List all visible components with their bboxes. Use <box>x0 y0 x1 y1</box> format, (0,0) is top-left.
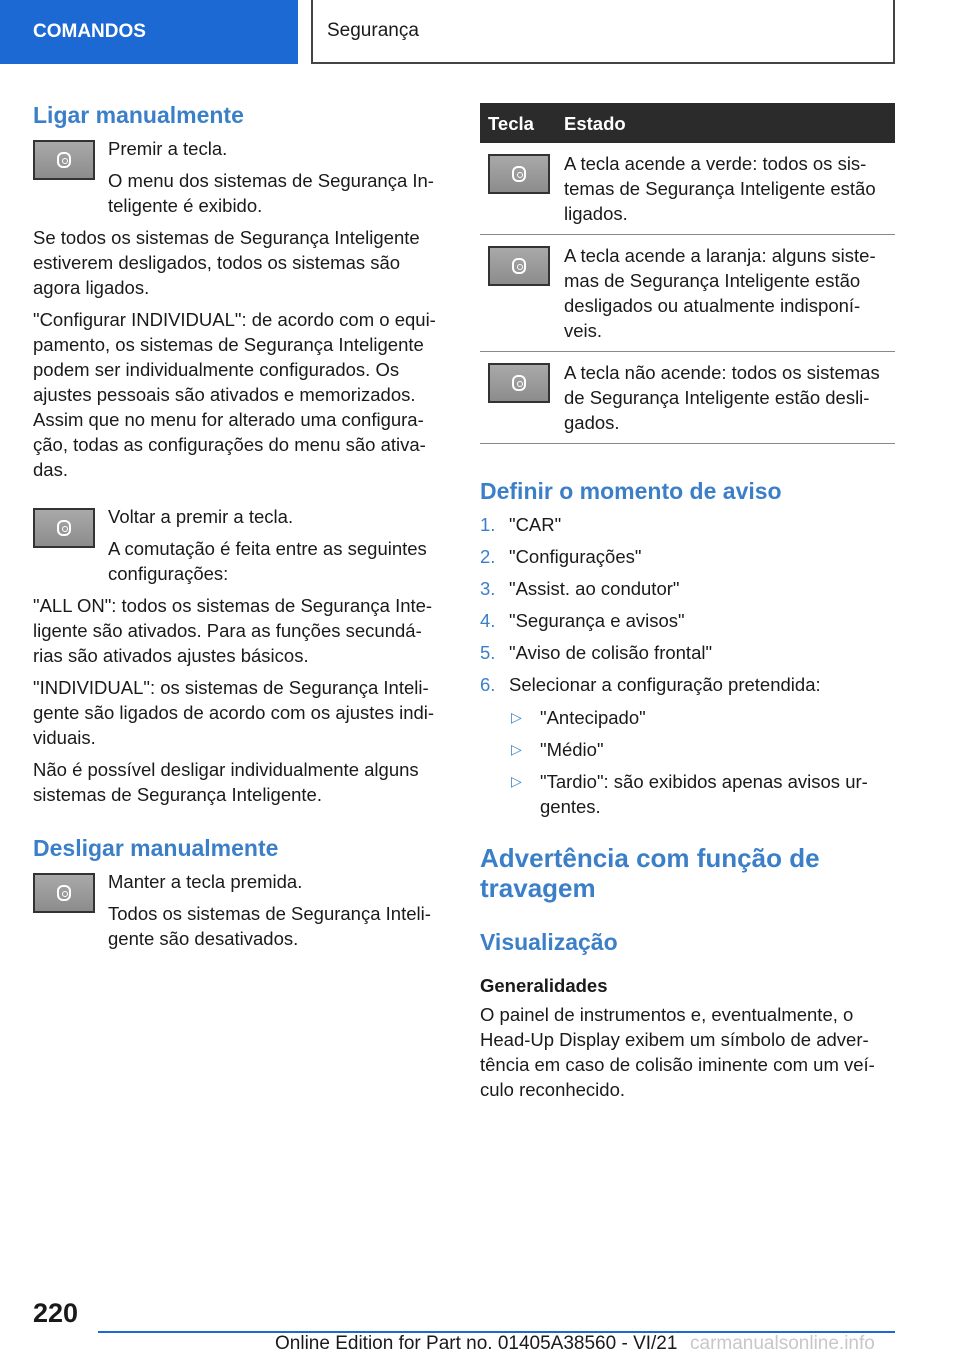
col-state-header: Estado <box>564 112 626 134</box>
triangle-bullet-icon: ▷ <box>511 741 522 757</box>
heading-ligar: Ligar manualmente <box>33 102 244 128</box>
desligar-all-text: Todos os sistemas de Segurança Inteli-gente são desativados. <box>108 903 431 949</box>
section-title: COMANDOS <box>33 21 146 42</box>
watermark-text: carmanualsonline.info <box>690 1333 875 1354</box>
table-row <box>480 143 895 235</box>
keyblock-desligar <box>33 869 448 951</box>
right-column <box>480 103 895 1109</box>
ligar-paragraph-1: Se todos os sistemas de Segurança Inteligente estiverem desligados, todos os sistemas são agora ligados. <box>33 227 420 298</box>
list-item: ▷ "Antecipado" <box>511 707 646 728</box>
heading-advertencia: Advertência com função de travagem <box>480 843 820 903</box>
table-row <box>480 235 895 352</box>
generalidades-text: O painel de instrumentos e, eventualmente, o Head-Up Display exibem um símbolo de adver-tência em caso de colisão iminente com um veí-culo reconhecido. <box>480 1004 875 1100</box>
intelligent-safety-key-icon <box>33 140 95 180</box>
list-item: 1. "CAR" <box>480 514 562 535</box>
heading-generalidades: Generalidades <box>480 975 608 996</box>
list-item: ▷ "Médio" <box>511 739 604 760</box>
state-text: A tecla não acende: todos os sistemas de Segurança Inteligente estão desli-gados. <box>564 362 880 433</box>
state-text: A tecla acende a verde: todos os sis-temas de Segurança Inteligente estão ligados. <box>564 153 876 224</box>
intelligent-safety-key-icon <box>488 363 550 403</box>
chapter-tab <box>311 0 895 64</box>
options-list <box>480 705 895 819</box>
ligar-press-text: Premir a tecla. <box>108 138 228 159</box>
desligar-hold-text: Manter a tecla premida. <box>108 871 303 892</box>
heading-definir: Definir o momento de aviso <box>480 478 782 504</box>
left-column <box>33 100 448 958</box>
list-item: 6. Selecionar a configuração pretendida: <box>480 674 821 695</box>
list-item: 2. "Configurações" <box>480 546 642 567</box>
triangle-bullet-icon: ▷ <box>511 709 522 725</box>
keyblock-voltar <box>33 504 448 586</box>
nao-text: Não é possível desligar individualmente alguns sistemas de Segurança Inteligente. <box>33 759 419 805</box>
state-text: A tecla acende a laranja: alguns siste-mas de Segurança Inteligente estão desligados ou atualmente indisponí-veis. <box>564 245 876 341</box>
intelligent-safety-key-icon <box>33 873 95 913</box>
col-key-header: Tecla <box>488 112 534 134</box>
list-item: 3. "Assist. ao condutor" <box>480 578 680 599</box>
triangle-bullet-icon: ▷ <box>511 773 522 789</box>
edition-text: Online Edition for Part no. 01405A38560 - VI/21 <box>275 1333 678 1354</box>
ligar-menu-text: O menu dos sistemas de Segurança In-teligente é exibido. <box>108 170 434 216</box>
heading-visualizacao: Visualização <box>480 929 618 955</box>
individual-text: "INDIVIDUAL": os sistemas de Segurança Inteli-gente são ligados de acordo com os ajustes indi-viduais. <box>33 677 435 748</box>
heading-desligar: Desligar manualmente <box>33 835 279 861</box>
section-tab <box>0 0 298 64</box>
steps-list <box>480 512 895 697</box>
key-state-table <box>480 103 895 444</box>
page-number: 220 <box>33 1298 79 1328</box>
intelligent-safety-key-icon <box>488 154 550 194</box>
voltar-press-text: Voltar a premir a tecla. <box>108 506 294 527</box>
list-item: 5. "Aviso de colisão frontal" <box>480 642 713 663</box>
voltar-switch-text: A comutação é feita entre as seguintes configurações: <box>108 538 427 584</box>
chapter-title: Segurança <box>327 20 419 41</box>
ligar-paragraph-2: "Configurar INDIVIDUAL": de acordo com o equi-pamento, os sistemas de Segurança Inteligente podem ser individualmente configurados. Os ajustes pessoais são ativados e memorizados. Assim que no menu for alterado uma configura-ção, todas as configurações do menu são ativa-das. <box>33 309 436 480</box>
keyblock-ligar <box>33 136 448 218</box>
list-item: 4. "Segurança e avisos" <box>480 610 685 631</box>
intelligent-safety-key-icon <box>488 246 550 286</box>
table-header <box>480 103 895 143</box>
intelligent-safety-key-icon <box>33 508 95 548</box>
list-item: ▷ "Tardio": são exibidos apenas avisos ur-gentes. <box>511 771 868 817</box>
table-row <box>480 352 895 444</box>
allon-text: "ALL ON": todos os sistemas de Segurança Inte-ligente são ativados. Para as funções secundá-rias são ativados ajustes básicos. <box>33 595 433 666</box>
